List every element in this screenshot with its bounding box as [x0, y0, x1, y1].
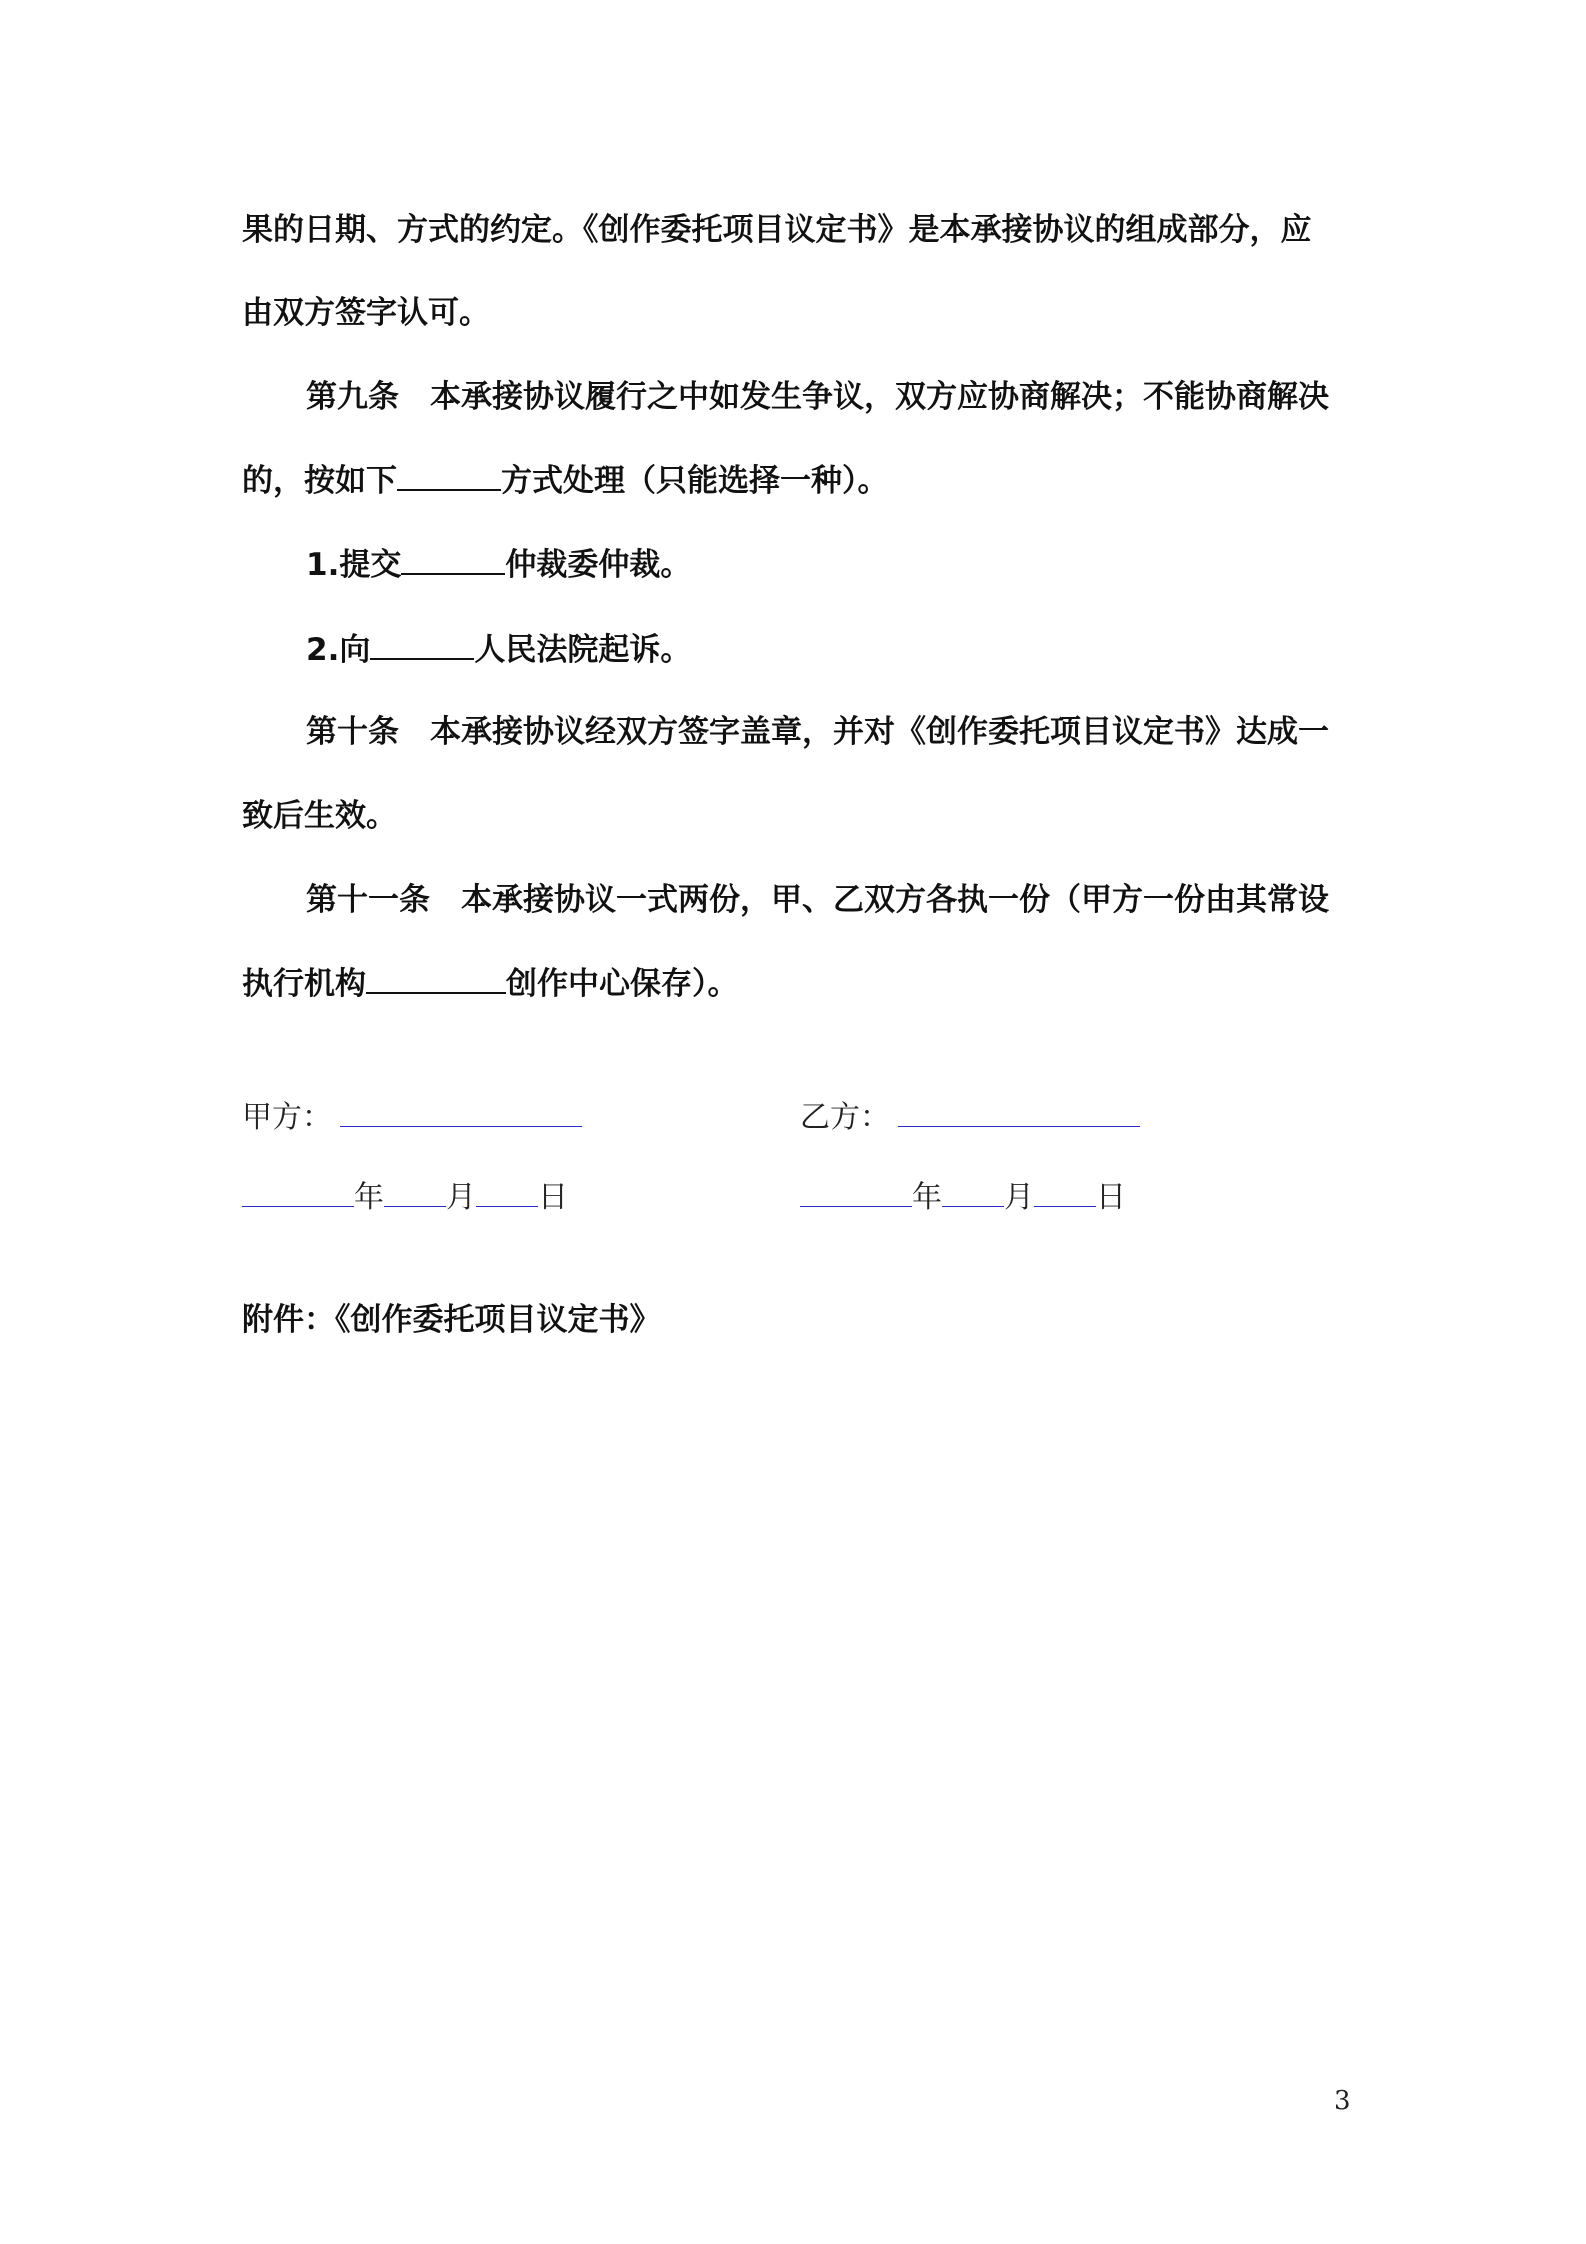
day-label: 日 — [538, 1180, 568, 1215]
party-a-date — [242, 1178, 568, 1218]
party-a-day-blank[interactable] — [476, 1180, 538, 1207]
attachment-line: 附件：《创作委托项目议定书》 — [242, 1302, 661, 1338]
month-label: 月 — [446, 1180, 476, 1215]
party-a-signature-line[interactable] — [340, 1100, 582, 1127]
party-a-year-blank[interactable] — [242, 1180, 354, 1207]
option-1-text-a: 1.提交 — [306, 547, 402, 583]
article-11-line-2 — [242, 964, 1362, 1004]
article-9-text-b: 方式处理（只能选择一种）。 — [501, 463, 889, 499]
party-b-month-blank[interactable] — [942, 1180, 1004, 1207]
article-11-line-1: 第十一条 本承接协议一式两份，甲、乙双方各执一份（甲方一份由其常设 — [306, 882, 1329, 918]
article-9-text-a: 的，按如下 — [242, 463, 397, 499]
party-a-month-blank[interactable] — [384, 1180, 446, 1207]
option-2-line — [306, 630, 1426, 670]
article-10-line-2: 致后生效。 — [242, 798, 397, 834]
party-b-signature-line[interactable] — [898, 1100, 1140, 1127]
article-9-line-2 — [242, 461, 1362, 501]
party-b-day-blank[interactable] — [1034, 1180, 1096, 1207]
court-blank[interactable] — [370, 634, 474, 660]
arbitration-commission-blank[interactable] — [401, 549, 505, 575]
option-2-text-b: 人民法院起诉。 — [474, 632, 692, 668]
year-label: 年 — [912, 1180, 942, 1215]
article-9-line-1: 第九条 本承接协议履行之中如发生争议，双方应协商解决；不能协商解决 — [306, 379, 1329, 415]
year-label: 年 — [354, 1180, 384, 1215]
party-b-year-blank[interactable] — [800, 1180, 912, 1207]
dispute-method-blank[interactable] — [397, 465, 501, 491]
party-b-label: 乙方： — [800, 1100, 890, 1135]
day-label: 日 — [1096, 1180, 1126, 1215]
option-2-text-a: 2.向 — [306, 632, 371, 668]
article-10-line-1: 第十条 本承接协议经双方签字盖章，并对《创作委托项目议定书》达成一 — [306, 714, 1329, 750]
option-1-line — [306, 545, 1426, 585]
page-number: 3 — [1334, 2086, 1351, 2116]
month-label: 月 — [1004, 1180, 1034, 1215]
article-11-text-a: 执行机构 — [242, 966, 366, 1002]
executive-agency-blank[interactable] — [366, 968, 506, 994]
party-a-signature — [242, 1098, 582, 1138]
party-a-label: 甲方： — [242, 1100, 332, 1135]
article-11-text-b: 创作中心保存）。 — [506, 966, 739, 1002]
article-8-line-1: 果的日期、方式的约定。《创作委托项目议定书》是本承接协议的组成部分，应 — [242, 212, 1312, 248]
option-1-text-b: 仲裁委仲裁。 — [505, 547, 692, 583]
party-b-signature — [800, 1098, 1140, 1138]
article-8-line-2: 由双方签字认可。 — [242, 295, 490, 331]
party-b-date — [800, 1178, 1126, 1218]
